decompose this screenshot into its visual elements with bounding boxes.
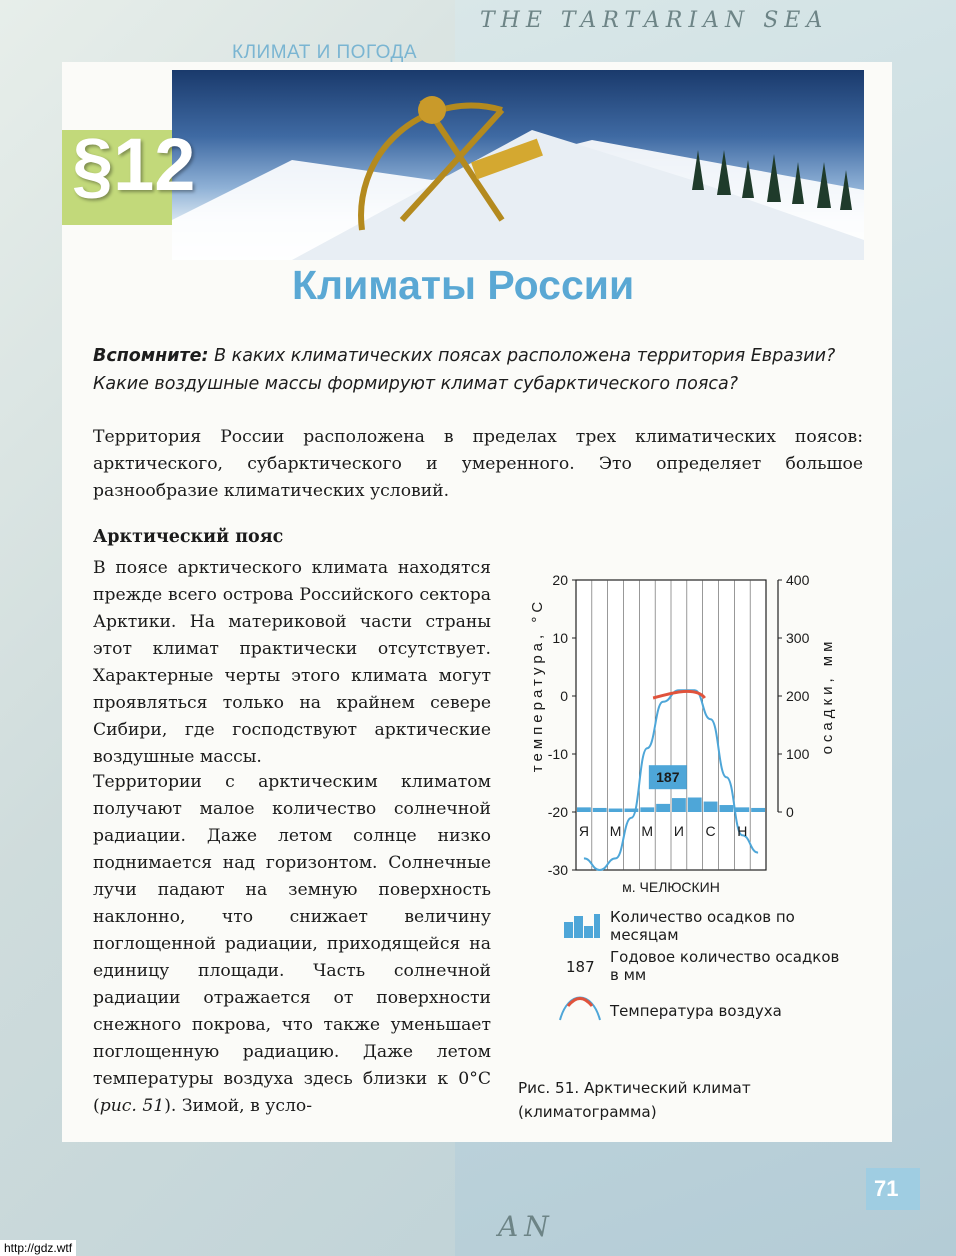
left-axis-tick-label: 0 — [560, 688, 568, 704]
right-axis-tick-label: 100 — [786, 746, 810, 762]
right-axis-tick-label: 400 — [786, 572, 810, 588]
header-photo — [172, 70, 864, 260]
month-tick-label: М — [641, 823, 654, 839]
section-label: КЛИМАТ И ПОГОДА — [232, 42, 418, 63]
right-axis-title: осадки, мм — [819, 637, 836, 755]
remember-label: Вспомните: — [93, 346, 209, 366]
precipitation-bar — [593, 808, 607, 812]
right-axis-tick-label: 200 — [786, 688, 810, 704]
legend-number-label: Годовое количество осадков в мм — [610, 948, 840, 984]
figure-reference: рис. 51 — [99, 1096, 165, 1116]
paragraph-2-start: Территории с арктическим климатом получают малое количество солнечной радиации. Даже летом солнце низко поднимается над горизонтом. Солнечные лучи падают на земную поверхность наклонно, что снижает величину поглощенной радиации, приходящейся на единицу площади. Часть солнечной радиации отражается от поверхности снежного покрова, что также уменьшает поглощенную радиацию. Даже летом температуры воздуха здесь близки к 0°С ( — [93, 772, 491, 1116]
month-tick-label: И — [673, 823, 684, 839]
left-axis-tick-label: 20 — [552, 572, 568, 588]
station-name: м. ЧЕЛЮСКИН — [622, 879, 720, 895]
left-axis-tick-label: -10 — [547, 746, 568, 762]
watermark-url[interactable]: http://gdz.wtf — [0, 1240, 76, 1256]
precipitation-bar — [609, 809, 623, 812]
legend-bars-label: Количество осадков по месяцам — [610, 908, 795, 944]
legend-line-label: Температура воздуха — [610, 1002, 782, 1020]
month-tick-label: Н — [737, 823, 748, 839]
intro-paragraph: Территория России расположена в пределах трех климатических поясов: арктического, субарктического и умеренного. Это определяет большое разнообразие климатических условий. — [93, 427, 863, 501]
precipitation-bar — [720, 805, 734, 812]
page-number: 71 — [874, 1176, 899, 1201]
figure-caption-line-1: Рис. 51. Арктический климат — [518, 1079, 751, 1097]
paragraph-number: §12 — [72, 123, 196, 206]
section-subheading: Арктический пояс — [93, 527, 284, 547]
precipitation-bar — [656, 804, 670, 812]
precipitation-bar — [704, 802, 718, 812]
remember-block — [93, 342, 863, 398]
temperature-line-icon — [558, 996, 602, 1022]
climatogram-chart — [520, 560, 850, 900]
figure-caption — [518, 1076, 751, 1124]
month-tick-label: Я — [578, 823, 589, 839]
right-axis-tick-label: 300 — [786, 630, 810, 646]
figure-caption-line-2: (климатограмма) — [518, 1103, 657, 1121]
chapter-title: Климаты России — [292, 262, 635, 308]
map-label-top: THE TARTARIAN SEA — [480, 8, 829, 33]
month-tick-label: С — [705, 823, 716, 839]
paragraph-arctic-2 — [93, 769, 491, 1120]
legend-number-sample: 187 — [566, 958, 595, 976]
left-axis-tick-label: -30 — [547, 862, 568, 878]
precipitation-bar — [672, 798, 686, 812]
chart-legend — [556, 908, 846, 1028]
precipitation-bar — [735, 807, 749, 812]
precipitation-bar — [688, 798, 702, 813]
precipitation-bar — [577, 807, 591, 812]
precipitation-bars-icon — [564, 914, 600, 938]
precipitation-bar — [751, 808, 765, 812]
left-axis-tick-label: 10 — [552, 630, 568, 646]
left-axis-tick-label: -20 — [547, 804, 568, 820]
right-axis-tick-label: 0 — [786, 804, 794, 820]
paragraph-arctic-1: В поясе арктического климата находятся прежде всего острова Российского сектора Арктики. На материковой части страны этот климат практически отсутствует. Характерные черты этого климата могут проявляться только на крайнем севере Сибири, где господствуют арктические воздушные массы. — [93, 558, 491, 767]
remember-text: В каких климатических поясах расположена территория Евразии? Какие воздушные массы формируют климат субарктического пояса? — [93, 346, 836, 394]
annual-total-label: 187 — [656, 769, 680, 786]
left-axis-title: температура, °С — [529, 597, 546, 773]
sextant-snow-illustration — [172, 70, 864, 260]
precipitation-bar — [640, 807, 654, 812]
paragraph-2-end: ). Зимой, в усло- — [164, 1096, 313, 1116]
map-label-bottom: AN — [498, 1210, 555, 1243]
month-tick-label: М — [609, 823, 622, 839]
